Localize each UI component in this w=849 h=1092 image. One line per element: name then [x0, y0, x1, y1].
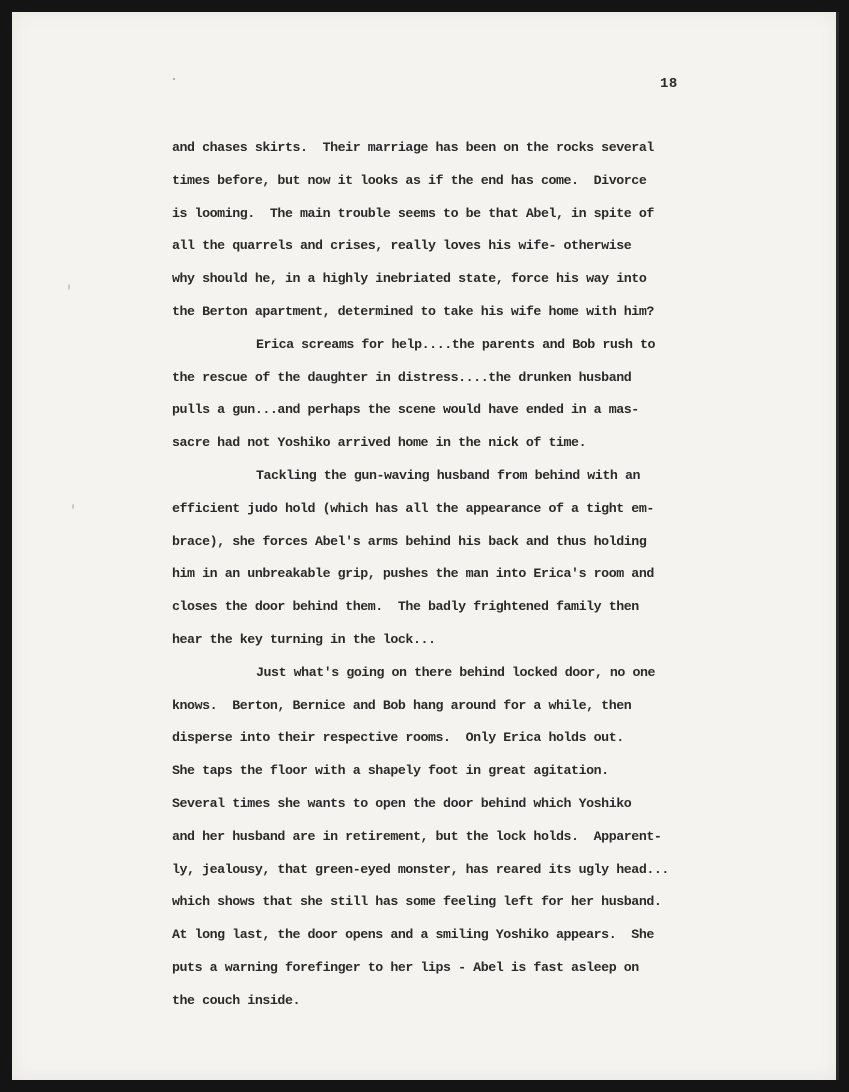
text-line: disperse into their respective rooms. Only Erica holds out. — [172, 730, 624, 746]
body-text — [172, 136, 732, 1022]
text-line: She taps the floor with a shapely foot in great agitation. — [172, 763, 609, 779]
text-line: the couch inside. — [172, 992, 301, 1008]
text-line: the rescue of the daughter in distress....the drunken husband — [172, 369, 632, 385]
text-line: closes the door behind them. The badly frightened family then — [172, 599, 639, 615]
text-line: is looming. The main trouble seems to be that Abel, in spite of — [172, 205, 654, 221]
text-line: all the quarrels and crises, really loves his wife- otherwise — [172, 238, 632, 254]
text-line: and her husband are in retirement, but the lock holds. Apparent- — [172, 828, 662, 844]
text-line: and chases skirts. Their marriage has been on the rocks several — [172, 140, 654, 155]
paper-speck — [68, 284, 70, 290]
text-line: puts a warning forefinger to her lips - Abel is fast asleep on — [172, 959, 639, 975]
text-line: pulls a gun...and perhaps the scene would have ended in a mas- — [172, 402, 639, 418]
page-edge — [836, 12, 839, 1080]
text-line: hear the key turning in the lock... — [172, 631, 436, 647]
text-line: At long last, the door opens and a smiling Yoshiko appears. She — [172, 927, 654, 943]
text-line: Erica screams for help....the parents and Bob rush to — [256, 336, 656, 352]
text-line: ly, jealousy, that green-eyed monster, has reared its ugly head... — [172, 861, 669, 877]
text-line: him in an unbreakable grip, pushes the man into Erica's room and — [172, 566, 654, 582]
text-line: Tackling the gun-waving husband from behind with an — [256, 467, 641, 483]
text-line: why should he, in a highly inebriated state, force his way into — [172, 271, 647, 287]
text-line: Several times she wants to open the door behind which Yoshiko — [172, 795, 632, 811]
paper-speck — [72, 504, 74, 509]
text-line: times before, but now it looks as if the end has come. Divorce — [172, 172, 647, 188]
page-number: 18 — [660, 76, 678, 92]
text-line: knows. Berton, Bernice and Bob hang around for a while, then — [172, 697, 632, 713]
text-line: the Berton apartment, determined to take his wife home with him? — [172, 303, 654, 319]
text-line: efficient judo hold (which has all the appearance of a tight em- — [172, 500, 654, 516]
text-line: brace), she forces Abel's arms behind his back and thus holding — [172, 533, 647, 549]
text-line: Just what's going on there behind locked door, no one — [256, 664, 656, 680]
text-line: which shows that she still has some feeling left for her husband. — [172, 894, 662, 910]
text-line: sacre had not Yoshiko arrived home in the nick of time. — [172, 435, 587, 451]
paper-speck — [173, 78, 175, 80]
